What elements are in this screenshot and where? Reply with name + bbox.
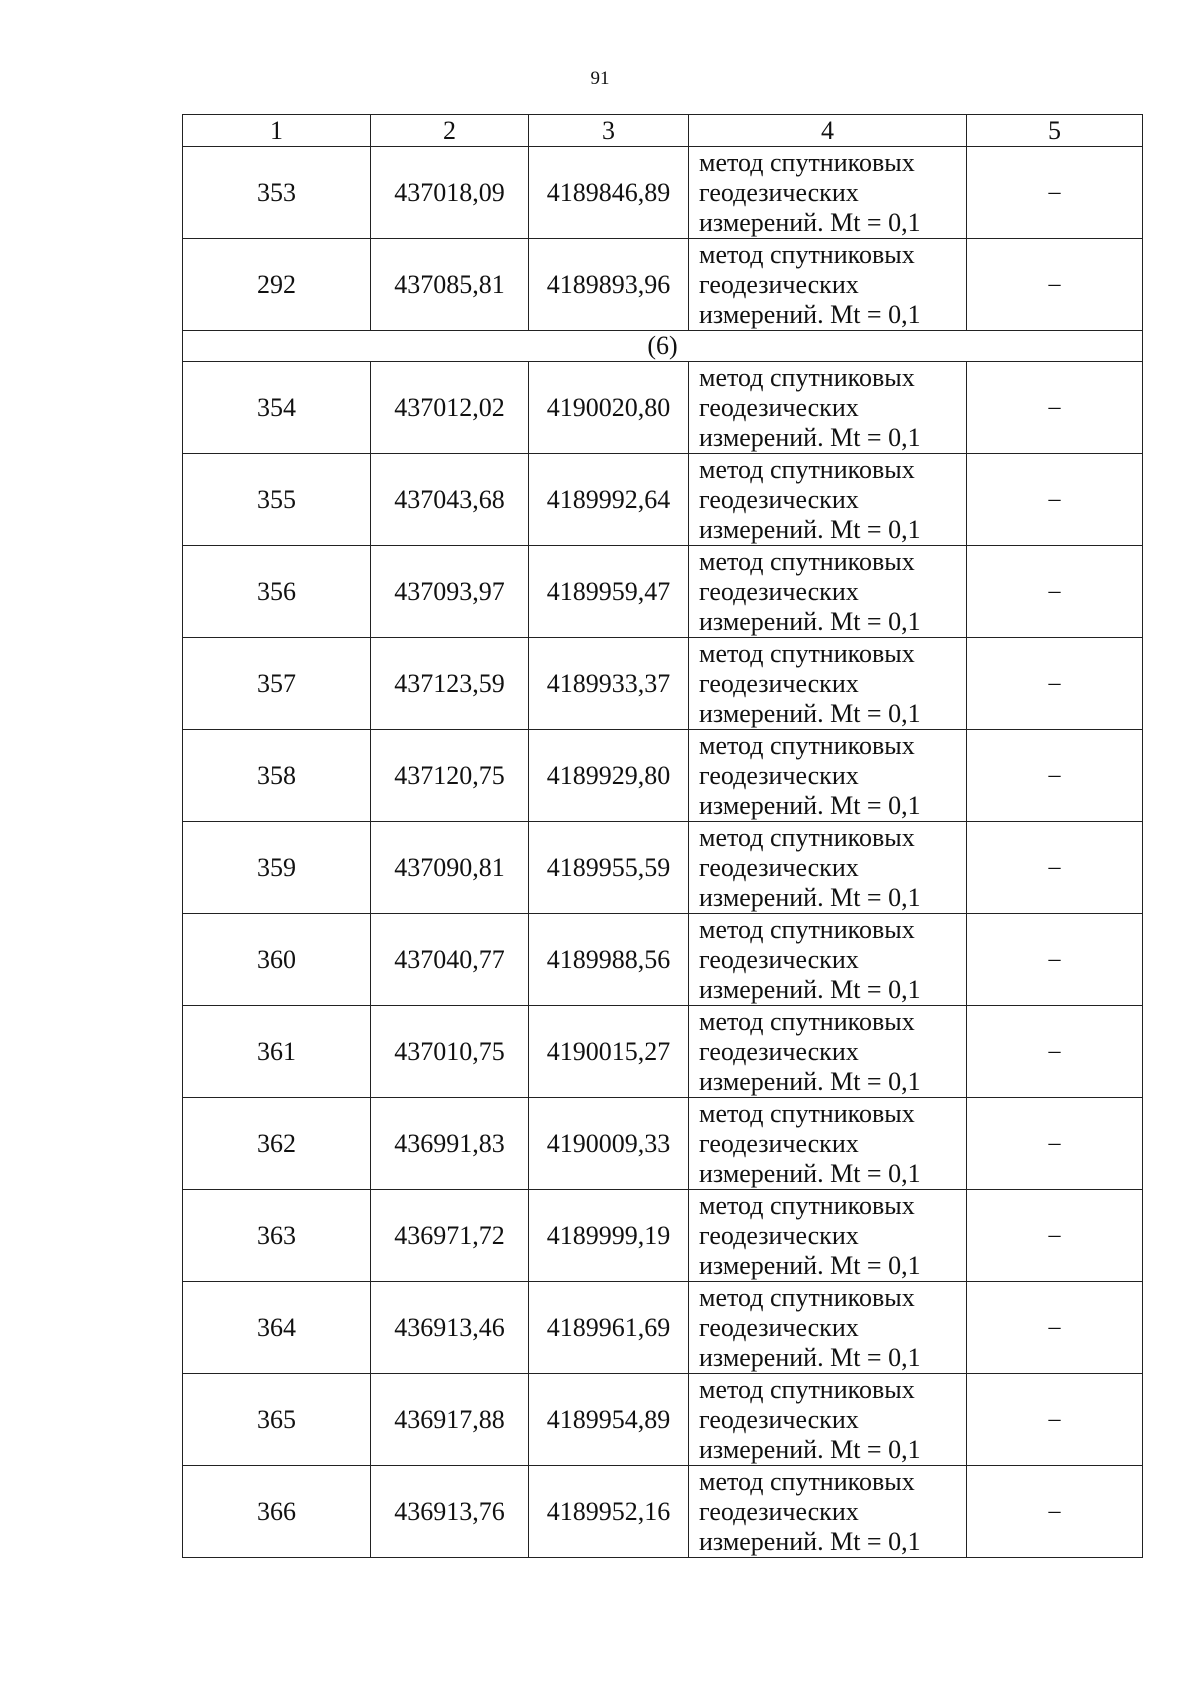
point-cell: 353 — [183, 147, 371, 239]
note-cell: – — [967, 239, 1143, 331]
point-cell: 364 — [183, 1282, 371, 1374]
table-row — [183, 1466, 1143, 1558]
y-coordinate-cell: 4190015,27 — [529, 1006, 689, 1098]
header-col-3: 3 — [529, 115, 689, 147]
x-coordinate-cell: 437120,75 — [371, 730, 529, 822]
point-cell: 355 — [183, 454, 371, 546]
point-cell: 357 — [183, 638, 371, 730]
table-row — [183, 1006, 1143, 1098]
note-cell: – — [967, 454, 1143, 546]
section-label: (6) — [183, 331, 1143, 362]
note-cell: – — [967, 638, 1143, 730]
x-coordinate-cell: 436913,46 — [371, 1282, 529, 1374]
table-row — [183, 147, 1143, 239]
method-cell: метод спутниковых геодезических измерений. Mt = 0,1 — [689, 1190, 967, 1282]
table-row — [183, 1098, 1143, 1190]
x-coordinate-cell: 437012,02 — [371, 362, 529, 454]
coordinates-table — [182, 114, 1143, 1558]
header-col-1: 1 — [183, 115, 371, 147]
method-cell: метод спутниковых геодезических измерений. Mt = 0,1 — [689, 638, 967, 730]
y-coordinate-cell: 4189893,96 — [529, 239, 689, 331]
point-cell: 362 — [183, 1098, 371, 1190]
x-coordinate-cell: 436991,83 — [371, 1098, 529, 1190]
method-cell: метод спутниковых геодезических измерений. Mt = 0,1 — [689, 239, 967, 331]
point-cell: 360 — [183, 914, 371, 1006]
note-cell: – — [967, 362, 1143, 454]
x-coordinate-cell: 437123,59 — [371, 638, 529, 730]
note-cell: – — [967, 147, 1143, 239]
section-row — [183, 331, 1143, 362]
point-cell: 365 — [183, 1374, 371, 1466]
x-coordinate-cell: 437010,75 — [371, 1006, 529, 1098]
x-coordinate-cell: 437040,77 — [371, 914, 529, 1006]
y-coordinate-cell: 4190020,80 — [529, 362, 689, 454]
method-cell: метод спутниковых геодезических измерений. Mt = 0,1 — [689, 914, 967, 1006]
x-coordinate-cell: 436971,72 — [371, 1190, 529, 1282]
table-row — [183, 546, 1143, 638]
y-coordinate-cell: 4189959,47 — [529, 546, 689, 638]
note-cell: – — [967, 1098, 1143, 1190]
table-row — [183, 454, 1143, 546]
note-cell: – — [967, 914, 1143, 1006]
note-cell: – — [967, 822, 1143, 914]
header-col-5: 5 — [967, 115, 1143, 147]
method-cell: метод спутниковых геодезических измерений. Mt = 0,1 — [689, 1374, 967, 1466]
point-cell: 361 — [183, 1006, 371, 1098]
table-row — [183, 822, 1143, 914]
point-cell: 366 — [183, 1466, 371, 1558]
table-row — [183, 914, 1143, 1006]
header-row — [183, 115, 1143, 147]
method-cell: метод спутниковых геодезических измерений. Mt = 0,1 — [689, 362, 967, 454]
y-coordinate-cell: 4189988,56 — [529, 914, 689, 1006]
y-coordinate-cell: 4189999,19 — [529, 1190, 689, 1282]
table-body — [183, 147, 1143, 1558]
point-cell: 354 — [183, 362, 371, 454]
x-coordinate-cell: 437093,97 — [371, 546, 529, 638]
header-col-4: 4 — [689, 115, 967, 147]
method-cell: метод спутниковых геодезических измерений. Mt = 0,1 — [689, 546, 967, 638]
note-cell: – — [967, 1374, 1143, 1466]
table-row — [183, 638, 1143, 730]
method-cell: метод спутниковых геодезических измерений. Mt = 0,1 — [689, 1466, 967, 1558]
table-row — [183, 1374, 1143, 1466]
y-coordinate-cell: 4189846,89 — [529, 147, 689, 239]
y-coordinate-cell: 4189954,89 — [529, 1374, 689, 1466]
y-coordinate-cell: 4189961,69 — [529, 1282, 689, 1374]
y-coordinate-cell: 4189992,64 — [529, 454, 689, 546]
x-coordinate-cell: 437018,09 — [371, 147, 529, 239]
note-cell: – — [967, 1466, 1143, 1558]
y-coordinate-cell: 4189952,16 — [529, 1466, 689, 1558]
x-coordinate-cell: 437085,81 — [371, 239, 529, 331]
table-row — [183, 1190, 1143, 1282]
x-coordinate-cell: 437043,68 — [371, 454, 529, 546]
method-cell: метод спутниковых геодезических измерений. Mt = 0,1 — [689, 1006, 967, 1098]
method-cell: метод спутниковых геодезических измерений. Mt = 0,1 — [689, 730, 967, 822]
table-row — [183, 239, 1143, 331]
header-col-2: 2 — [371, 115, 529, 147]
table-row — [183, 1282, 1143, 1374]
note-cell: – — [967, 546, 1143, 638]
y-coordinate-cell: 4189929,80 — [529, 730, 689, 822]
point-cell: 359 — [183, 822, 371, 914]
x-coordinate-cell: 437090,81 — [371, 822, 529, 914]
table-row — [183, 730, 1143, 822]
y-coordinate-cell: 4189933,37 — [529, 638, 689, 730]
method-cell: метод спутниковых геодезических измерений. Mt = 0,1 — [689, 1098, 967, 1190]
point-cell: 292 — [183, 239, 371, 331]
note-cell: – — [967, 1006, 1143, 1098]
method-cell: метод спутниковых геодезических измерений. Mt = 0,1 — [689, 1282, 967, 1374]
note-cell: – — [967, 1282, 1143, 1374]
method-cell: метод спутниковых геодезических измерений. Mt = 0,1 — [689, 454, 967, 546]
point-cell: 356 — [183, 546, 371, 638]
point-cell: 363 — [183, 1190, 371, 1282]
x-coordinate-cell: 436917,88 — [371, 1374, 529, 1466]
note-cell: – — [967, 1190, 1143, 1282]
method-cell: метод спутниковых геодезических измерений. Mt = 0,1 — [689, 822, 967, 914]
method-cell: метод спутниковых геодезических измерений. Mt = 0,1 — [689, 147, 967, 239]
x-coordinate-cell: 436913,76 — [371, 1466, 529, 1558]
page-number: 91 — [590, 68, 610, 89]
point-cell: 358 — [183, 730, 371, 822]
y-coordinate-cell: 4190009,33 — [529, 1098, 689, 1190]
table-row — [183, 362, 1143, 454]
y-coordinate-cell: 4189955,59 — [529, 822, 689, 914]
note-cell: – — [967, 730, 1143, 822]
